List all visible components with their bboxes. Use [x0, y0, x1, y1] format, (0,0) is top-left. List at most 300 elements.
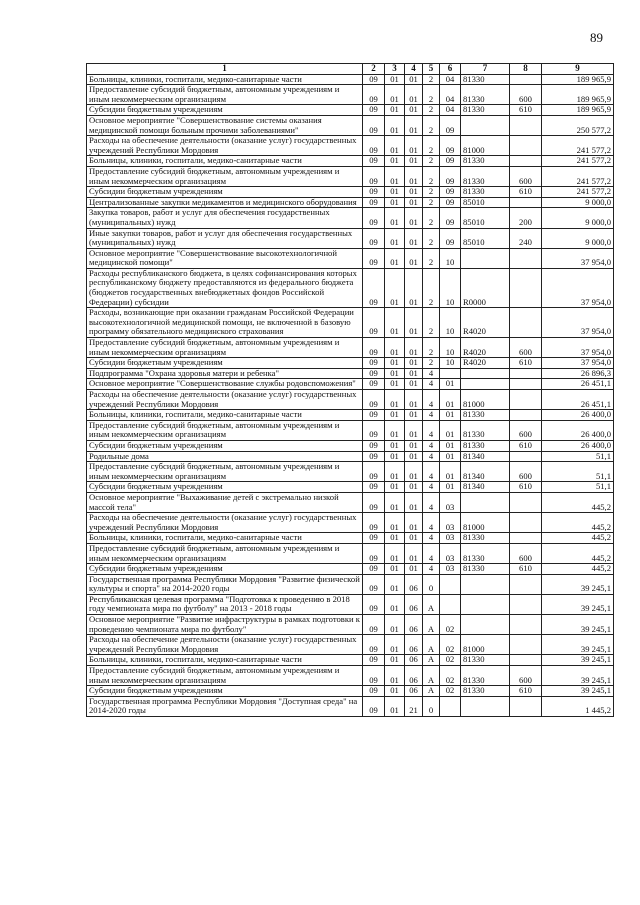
- cell-name: Основное мероприятие "Совершенствование службы родовспоможения": [87, 379, 363, 390]
- cell-om: 01: [440, 451, 461, 462]
- cell-csr: R4020: [461, 358, 510, 369]
- table-row: [87, 594, 614, 614]
- cell-name: Больницы, клиники, госпитали, медико-санитарные части: [87, 156, 363, 167]
- table-row: [87, 635, 614, 655]
- cell-om: 01: [440, 462, 461, 482]
- cell-pp: 2: [423, 156, 440, 167]
- cell-rz: 01: [385, 615, 405, 635]
- cell-name: Больницы, клиники, госпитали, медико-санитарные части: [87, 655, 363, 666]
- cell-amount: 445,2: [542, 492, 614, 512]
- cell-name: Предоставление субсидий бюджетным, автономным учреждениям и иным некоммерческим организациям: [87, 166, 363, 186]
- cell-csr: 85010: [461, 197, 510, 208]
- table-row: [87, 228, 614, 248]
- cell-rz: 01: [385, 187, 405, 198]
- cell-pr: 01: [405, 208, 423, 228]
- header-cell: 2: [363, 64, 385, 75]
- cell-om: 01: [440, 420, 461, 440]
- cell-om: 10: [440, 248, 461, 268]
- cell-om: 09: [440, 208, 461, 228]
- cell-pp: 2: [423, 228, 440, 248]
- cell-pr: 01: [405, 74, 423, 85]
- cell-gr: 09: [363, 368, 385, 379]
- cell-amount: 39 245,1: [542, 686, 614, 697]
- cell-vr: 610: [510, 358, 542, 369]
- cell-om: 01: [440, 482, 461, 493]
- cell-name: Расходы на обеспечение деятельности (оказание услуг) государственных учреждений Республики Мордовия: [87, 635, 363, 655]
- cell-om: 02: [440, 655, 461, 666]
- cell-gr: 09: [363, 85, 385, 105]
- cell-rz: 01: [385, 368, 405, 379]
- cell-pr: 01: [405, 543, 423, 563]
- cell-amount: 1 445,2: [542, 696, 614, 716]
- cell-pr: 01: [405, 420, 423, 440]
- cell-gr: 09: [363, 379, 385, 390]
- cell-pr: 01: [405, 85, 423, 105]
- table-row: [87, 655, 614, 666]
- cell-om: 03: [440, 543, 461, 563]
- cell-vr: [510, 136, 542, 156]
- cell-om: 09: [440, 136, 461, 156]
- cell-vr: 600: [510, 666, 542, 686]
- table-row: [87, 513, 614, 533]
- cell-pp: 4: [423, 462, 440, 482]
- cell-vr: 610: [510, 482, 542, 493]
- cell-amount: 9 000,0: [542, 208, 614, 228]
- cell-rz: 01: [385, 74, 405, 85]
- cell-gr: 09: [363, 686, 385, 697]
- table-row: [87, 248, 614, 268]
- cell-pr: 01: [405, 248, 423, 268]
- cell-gr: 09: [363, 655, 385, 666]
- cell-name: Родильные дома: [87, 451, 363, 462]
- cell-om: 02: [440, 635, 461, 655]
- cell-amount: 189 965,9: [542, 105, 614, 116]
- cell-pr: 01: [405, 513, 423, 533]
- cell-amount: 445,2: [542, 543, 614, 563]
- cell-amount: 39 245,1: [542, 666, 614, 686]
- cell-name: Предоставление субсидий бюджетным, автономным учреждениям и иным некоммерческим организациям: [87, 338, 363, 358]
- cell-pr: 01: [405, 410, 423, 421]
- cell-vr: [510, 74, 542, 85]
- cell-gr: 09: [363, 308, 385, 338]
- cell-amount: 37 954,0: [542, 248, 614, 268]
- cell-pp: А: [423, 615, 440, 635]
- cell-name: Иные закупки товаров, работ и услуг для обеспечения государственных (муниципальных) нужд: [87, 228, 363, 248]
- cell-csr: 81330: [461, 74, 510, 85]
- cell-pp: 2: [423, 268, 440, 307]
- cell-csr: 81330: [461, 666, 510, 686]
- cell-name: Закупка товаров, работ и услуг для обеспечения государственных (муниципальных) нужд: [87, 208, 363, 228]
- cell-name: Централизованные закупки медикаментов и медицинского оборудования: [87, 197, 363, 208]
- cell-vr: 610: [510, 187, 542, 198]
- cell-amount: 241 577,2: [542, 166, 614, 186]
- cell-pr: 06: [405, 635, 423, 655]
- cell-name: Основное мероприятие "Совершенствование высокотехнологичной медицинской помощи": [87, 248, 363, 268]
- cell-amount: 39 245,1: [542, 655, 614, 666]
- cell-name: Субсидии бюджетным учреждениям: [87, 187, 363, 198]
- cell-name: Государственная программа Республики Мордовия "Доступная среда" на 2014-2020 годы: [87, 696, 363, 716]
- cell-pr: 01: [405, 187, 423, 198]
- cell-pp: 2: [423, 85, 440, 105]
- header-cell: 5: [423, 64, 440, 75]
- table-row: [87, 686, 614, 697]
- cell-amount: 26 400,0: [542, 420, 614, 440]
- cell-pp: 2: [423, 74, 440, 85]
- cell-rz: 01: [385, 686, 405, 697]
- cell-pr: 01: [405, 533, 423, 544]
- cell-name: Основное мероприятие "Развитие инфраструктуры в рамках подготовки к проведению чемпионата мира по футболу": [87, 615, 363, 635]
- table-row: [87, 574, 614, 594]
- cell-vr: 600: [510, 85, 542, 105]
- cell-pr: 01: [405, 358, 423, 369]
- cell-csr: 85010: [461, 228, 510, 248]
- cell-pp: 4: [423, 440, 440, 451]
- table-row: [87, 187, 614, 198]
- cell-amount: 445,2: [542, 564, 614, 575]
- cell-gr: 09: [363, 74, 385, 85]
- cell-pr: 01: [405, 136, 423, 156]
- cell-amount: 39 245,1: [542, 615, 614, 635]
- header-cell: 9: [542, 64, 614, 75]
- cell-pr: 06: [405, 574, 423, 594]
- cell-pp: 4: [423, 564, 440, 575]
- cell-amount: 37 954,0: [542, 338, 614, 358]
- table-row: [87, 492, 614, 512]
- table-row: [87, 564, 614, 575]
- cell-csr: 81000: [461, 635, 510, 655]
- cell-pp: 0: [423, 696, 440, 716]
- cell-pr: 01: [405, 440, 423, 451]
- cell-rz: 01: [385, 248, 405, 268]
- cell-vr: 610: [510, 440, 542, 451]
- cell-gr: 09: [363, 594, 385, 614]
- cell-csr: R4020: [461, 308, 510, 338]
- cell-amount: 37 954,0: [542, 358, 614, 369]
- cell-om: 01: [440, 390, 461, 410]
- cell-amount: 189 965,9: [542, 74, 614, 85]
- cell-csr: 81330: [461, 655, 510, 666]
- header-cell: 8: [510, 64, 542, 75]
- cell-name: Субсидии бюджетным учреждениям: [87, 440, 363, 451]
- cell-rz: 01: [385, 379, 405, 390]
- cell-gr: 09: [363, 440, 385, 451]
- cell-gr: 09: [363, 156, 385, 167]
- cell-vr: [510, 513, 542, 533]
- cell-amount: 189 965,9: [542, 85, 614, 105]
- cell-csr: 81000: [461, 390, 510, 410]
- cell-vr: [510, 197, 542, 208]
- cell-vr: [510, 594, 542, 614]
- cell-amount: 26 400,0: [542, 440, 614, 451]
- cell-rz: 01: [385, 543, 405, 563]
- cell-vr: 610: [510, 105, 542, 116]
- cell-pp: 0: [423, 574, 440, 594]
- table-row: [87, 451, 614, 462]
- cell-name: Предоставление субсидий бюджетным, автономным учреждениям и иным некоммерческим организациям: [87, 462, 363, 482]
- cell-pp: 2: [423, 358, 440, 369]
- table-row: [87, 85, 614, 105]
- cell-name: Больницы, клиники, госпитали, медико-санитарные части: [87, 74, 363, 85]
- cell-csr: 81330: [461, 187, 510, 198]
- cell-vr: [510, 451, 542, 462]
- header-row: [87, 64, 614, 75]
- cell-pp: 4: [423, 533, 440, 544]
- cell-om: 10: [440, 338, 461, 358]
- cell-vr: [510, 115, 542, 135]
- cell-pp: 4: [423, 543, 440, 563]
- table-row: [87, 543, 614, 563]
- cell-name: Предоставление субсидий бюджетным, автономным учреждениям и иным некоммерческим организациям: [87, 85, 363, 105]
- cell-rz: 01: [385, 410, 405, 421]
- cell-name: Предоставление субсидий бюджетным, автономным учреждениям и иным некоммерческим организациям: [87, 543, 363, 563]
- cell-pp: 4: [423, 451, 440, 462]
- cell-rz: 01: [385, 156, 405, 167]
- cell-name: Субсидии бюджетным учреждениям: [87, 358, 363, 369]
- table-row: [87, 105, 614, 116]
- cell-csr: [461, 574, 510, 594]
- cell-pp: А: [423, 686, 440, 697]
- cell-csr: 81330: [461, 105, 510, 116]
- cell-om: 09: [440, 166, 461, 186]
- cell-rz: 01: [385, 666, 405, 686]
- cell-om: 04: [440, 105, 461, 116]
- cell-csr: [461, 615, 510, 635]
- cell-rz: 01: [385, 492, 405, 512]
- cell-gr: 09: [363, 635, 385, 655]
- cell-om: [440, 594, 461, 614]
- cell-om: 09: [440, 187, 461, 198]
- cell-pr: 06: [405, 655, 423, 666]
- cell-gr: 09: [363, 574, 385, 594]
- cell-rz: 01: [385, 136, 405, 156]
- cell-vr: [510, 248, 542, 268]
- cell-pr: 01: [405, 564, 423, 575]
- cell-pr: 21: [405, 696, 423, 716]
- cell-rz: 01: [385, 513, 405, 533]
- cell-rz: 01: [385, 268, 405, 307]
- cell-vr: 600: [510, 543, 542, 563]
- table-row: [87, 166, 614, 186]
- cell-vr: [510, 533, 542, 544]
- cell-pp: 2: [423, 338, 440, 358]
- table-row: [87, 197, 614, 208]
- cell-vr: 200: [510, 208, 542, 228]
- cell-rz: 01: [385, 420, 405, 440]
- cell-name: Расходы, возникающие при оказании гражданам Российской Федерации высокотехнологичной медицинской помощи, не включенной в базовую программу обязательного медицинского страхования: [87, 308, 363, 338]
- cell-gr: 09: [363, 451, 385, 462]
- cell-pp: 4: [423, 420, 440, 440]
- cell-rz: 01: [385, 462, 405, 482]
- table-row: [87, 379, 614, 390]
- cell-csr: [461, 248, 510, 268]
- cell-om: [440, 696, 461, 716]
- cell-csr: 81330: [461, 156, 510, 167]
- cell-amount: 241 577,2: [542, 187, 614, 198]
- cell-pp: 4: [423, 492, 440, 512]
- cell-gr: 09: [363, 268, 385, 307]
- header-cell: 1: [87, 64, 363, 75]
- cell-name: Предоставление субсидий бюджетным, автономным учреждениям и иным некоммерческим организациям: [87, 666, 363, 686]
- cell-csr: 81340: [461, 462, 510, 482]
- cell-pp: 2: [423, 136, 440, 156]
- cell-gr: 09: [363, 533, 385, 544]
- cell-vr: [510, 268, 542, 307]
- cell-rz: 01: [385, 338, 405, 358]
- cell-rz: 01: [385, 358, 405, 369]
- cell-gr: 09: [363, 482, 385, 493]
- table-row: [87, 308, 614, 338]
- cell-vr: [510, 574, 542, 594]
- cell-amount: 39 245,1: [542, 594, 614, 614]
- cell-vr: 600: [510, 338, 542, 358]
- cell-name: Расходы на обеспечение деятельности (оказание услуг) государственных учреждений Республики Мордовия: [87, 390, 363, 410]
- cell-csr: 81330: [461, 420, 510, 440]
- cell-amount: 37 954,0: [542, 268, 614, 307]
- cell-rz: 01: [385, 574, 405, 594]
- cell-pr: 01: [405, 492, 423, 512]
- cell-vr: [510, 696, 542, 716]
- cell-name: Основное мероприятие "Совершенствование системы оказания медицинской помощи больным прочими заболеваниями": [87, 115, 363, 135]
- cell-pp: 2: [423, 105, 440, 116]
- cell-csr: 81330: [461, 410, 510, 421]
- cell-gr: 09: [363, 564, 385, 575]
- cell-om: 10: [440, 268, 461, 307]
- cell-csr: 85010: [461, 208, 510, 228]
- cell-pr: 06: [405, 686, 423, 697]
- header-cell: 3: [385, 64, 405, 75]
- cell-gr: 09: [363, 543, 385, 563]
- cell-vr: 600: [510, 420, 542, 440]
- cell-rz: 01: [385, 696, 405, 716]
- cell-gr: 09: [363, 462, 385, 482]
- cell-pr: 01: [405, 379, 423, 390]
- cell-gr: 09: [363, 166, 385, 186]
- cell-pp: 4: [423, 368, 440, 379]
- cell-om: 01: [440, 440, 461, 451]
- cell-pp: 4: [423, 513, 440, 533]
- cell-pp: 4: [423, 410, 440, 421]
- table-row: [87, 268, 614, 307]
- cell-gr: 09: [363, 410, 385, 421]
- cell-vr: [510, 492, 542, 512]
- cell-vr: [510, 410, 542, 421]
- header-cell: 4: [405, 64, 423, 75]
- cell-om: 01: [440, 410, 461, 421]
- cell-amount: 9 000,0: [542, 228, 614, 248]
- cell-amount: 39 245,1: [542, 574, 614, 594]
- cell-pp: 2: [423, 208, 440, 228]
- cell-vr: 600: [510, 166, 542, 186]
- cell-vr: 240: [510, 228, 542, 248]
- cell-vr: [510, 655, 542, 666]
- cell-pr: 01: [405, 338, 423, 358]
- cell-csr: 81000: [461, 136, 510, 156]
- table-row: [87, 462, 614, 482]
- cell-rz: 01: [385, 533, 405, 544]
- cell-rz: 01: [385, 451, 405, 462]
- cell-amount: 39 245,1: [542, 635, 614, 655]
- cell-csr: 81330: [461, 564, 510, 575]
- cell-gr: 09: [363, 666, 385, 686]
- page-number: 89: [590, 30, 603, 45]
- header-cell: 6: [440, 64, 461, 75]
- cell-pr: 01: [405, 368, 423, 379]
- cell-gr: 09: [363, 228, 385, 248]
- budget-table: [86, 63, 614, 717]
- cell-pp: 4: [423, 482, 440, 493]
- cell-name: Субсидии бюджетным учреждениям: [87, 564, 363, 575]
- cell-rz: 01: [385, 594, 405, 614]
- cell-csr: [461, 379, 510, 390]
- cell-pp: 2: [423, 115, 440, 135]
- cell-gr: 09: [363, 696, 385, 716]
- cell-rz: 01: [385, 308, 405, 338]
- table-row: [87, 410, 614, 421]
- table-row: [87, 338, 614, 358]
- cell-rz: 01: [385, 228, 405, 248]
- cell-om: 10: [440, 358, 461, 369]
- cell-vr: 610: [510, 564, 542, 575]
- cell-gr: 09: [363, 338, 385, 358]
- table-row: [87, 615, 614, 635]
- cell-om: 04: [440, 74, 461, 85]
- cell-om: 03: [440, 564, 461, 575]
- cell-gr: 09: [363, 197, 385, 208]
- cell-om: 09: [440, 228, 461, 248]
- cell-vr: [510, 390, 542, 410]
- cell-pr: 01: [405, 482, 423, 493]
- cell-pr: 01: [405, 308, 423, 338]
- cell-pp: 4: [423, 379, 440, 390]
- cell-csr: 81330: [461, 543, 510, 563]
- cell-om: 03: [440, 492, 461, 512]
- cell-pr: 01: [405, 166, 423, 186]
- cell-vr: [510, 615, 542, 635]
- cell-om: 04: [440, 85, 461, 105]
- cell-vr: [510, 308, 542, 338]
- cell-amount: 9 000,0: [542, 197, 614, 208]
- cell-name: Субсидии бюджетным учреждениям: [87, 686, 363, 697]
- cell-name: Субсидии бюджетным учреждениям: [87, 105, 363, 116]
- cell-pp: 2: [423, 308, 440, 338]
- table-row: [87, 358, 614, 369]
- cell-name: Государственная программа Республики Мордовия "Развитие физической культуры и спорта" на 2014-2020 годы: [87, 574, 363, 594]
- cell-csr: [461, 594, 510, 614]
- cell-pp: 2: [423, 248, 440, 268]
- cell-amount: 26 451,1: [542, 379, 614, 390]
- cell-vr: [510, 368, 542, 379]
- cell-pp: А: [423, 594, 440, 614]
- cell-gr: 09: [363, 115, 385, 135]
- cell-om: [440, 574, 461, 594]
- cell-name: Больницы, клиники, госпитали, медико-санитарные части: [87, 410, 363, 421]
- cell-amount: 250 577,2: [542, 115, 614, 135]
- cell-rz: 01: [385, 115, 405, 135]
- cell-om: 09: [440, 115, 461, 135]
- cell-csr: [461, 492, 510, 512]
- cell-amount: 26 896,3: [542, 368, 614, 379]
- cell-csr: 81000: [461, 513, 510, 533]
- cell-pr: 01: [405, 268, 423, 307]
- table-row: [87, 368, 614, 379]
- cell-om: 01: [440, 379, 461, 390]
- cell-om: 02: [440, 666, 461, 686]
- cell-rz: 01: [385, 482, 405, 493]
- cell-pr: 01: [405, 451, 423, 462]
- cell-name: Расходы республиканского бюджета, в целях софинансирования которых республиканскому бюджету предоставляются из федерального бюджета (бюджетов государственных внебюджетных фондов Российской Федерации) субсидии: [87, 268, 363, 307]
- table-row: [87, 115, 614, 135]
- cell-amount: 241 577,2: [542, 156, 614, 167]
